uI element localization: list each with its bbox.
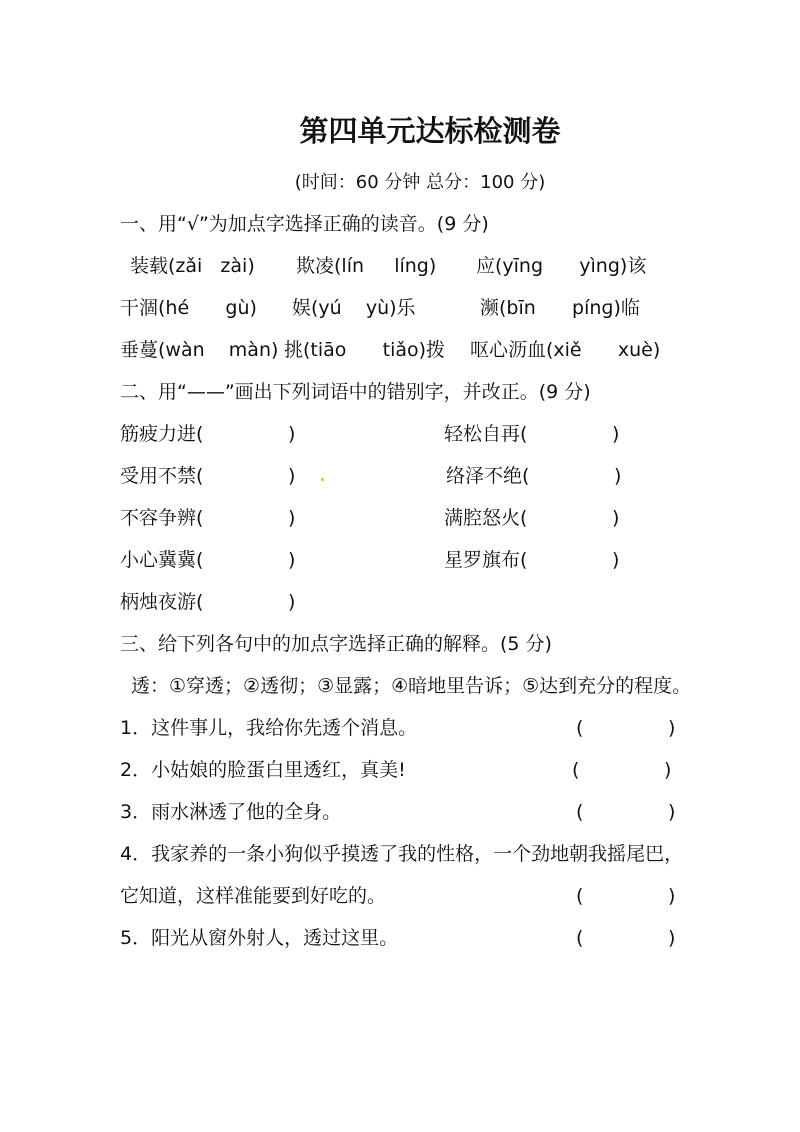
answer-bracket: ( ) bbox=[572, 759, 672, 781]
pinyin-item: 濒(bīn pínɡ)临 bbox=[480, 297, 640, 319]
answer-bracket: ( ) bbox=[576, 717, 676, 739]
typo-item: 受用不禁( ) bbox=[120, 465, 296, 487]
exam-info: (时间：60 分钟 总分：100 分) bbox=[294, 172, 546, 193]
question-item: 4．我家养的一条小狗似乎摸透了我的性格，一个劲地朝我摇尾巴， bbox=[120, 843, 684, 865]
typo-item: 筋疲力进( ) bbox=[120, 423, 296, 445]
typo-item: 络泽不绝( ) bbox=[446, 465, 622, 487]
typo-item: 星罗旗布( ) bbox=[444, 549, 620, 571]
typo-item: 小心冀冀( ) bbox=[120, 549, 296, 571]
page-title: 第四单元达标检测卷 bbox=[299, 114, 561, 148]
typo-item: 满腔怒火( ) bbox=[444, 507, 620, 529]
pinyin-item: 装载(zǎi zài) bbox=[130, 255, 255, 277]
question-item: 1．这件事儿，我给你先透个消息。 bbox=[120, 717, 418, 739]
section1-heading: 一、用“√”为加点字选择正确的读音。(9 分) bbox=[120, 213, 489, 235]
section3-heading: 三、给下列各句中的加点字选择正确的解释。(5 分) bbox=[120, 633, 552, 655]
question-item: 2．小姑娘的脸蛋白里透红，真美! bbox=[120, 759, 406, 781]
answer-bracket: ( ) bbox=[576, 885, 676, 907]
pinyin-item: 呕心沥血(xiě xuè) bbox=[470, 339, 661, 361]
question-item: 5．阳光从窗外射人，透过这里。 bbox=[120, 927, 399, 949]
question-item: 3．雨水淋透了他的全身。 bbox=[120, 801, 342, 823]
pinyin-item: 欺凌(lín líng) bbox=[296, 255, 437, 277]
pinyin-item: 挑(tiāo tiǎo)拨 bbox=[284, 339, 446, 361]
pinyin-item: 垂蔓(wàn màn) bbox=[120, 339, 279, 361]
typo-item: 轻松自再( ) bbox=[444, 423, 620, 445]
pinyin-item: 娱(yú yù)乐 bbox=[292, 297, 416, 319]
question-item: 它知道，这样准能要到好吃的。 bbox=[120, 885, 387, 907]
pinyin-item: 应(yīng yìng)该 bbox=[476, 255, 647, 277]
section2-heading: 二、用“——”画出下列词语中的错别字，并改正。(9 分) bbox=[120, 381, 591, 403]
typo-item: 不容争辨( ) bbox=[120, 507, 296, 529]
definition-line: 透：①穿透；②透彻；③显露；④暗地里告诉；⑤达到充分的程度。 bbox=[131, 675, 692, 697]
pinyin-item: 干涸(hé gù) bbox=[120, 297, 257, 319]
typo-item: 柄烛夜游( ) bbox=[120, 591, 296, 613]
answer-bracket: ( ) bbox=[576, 927, 676, 949]
stray-dot bbox=[321, 478, 324, 481]
answer-bracket: ( ) bbox=[576, 801, 676, 823]
